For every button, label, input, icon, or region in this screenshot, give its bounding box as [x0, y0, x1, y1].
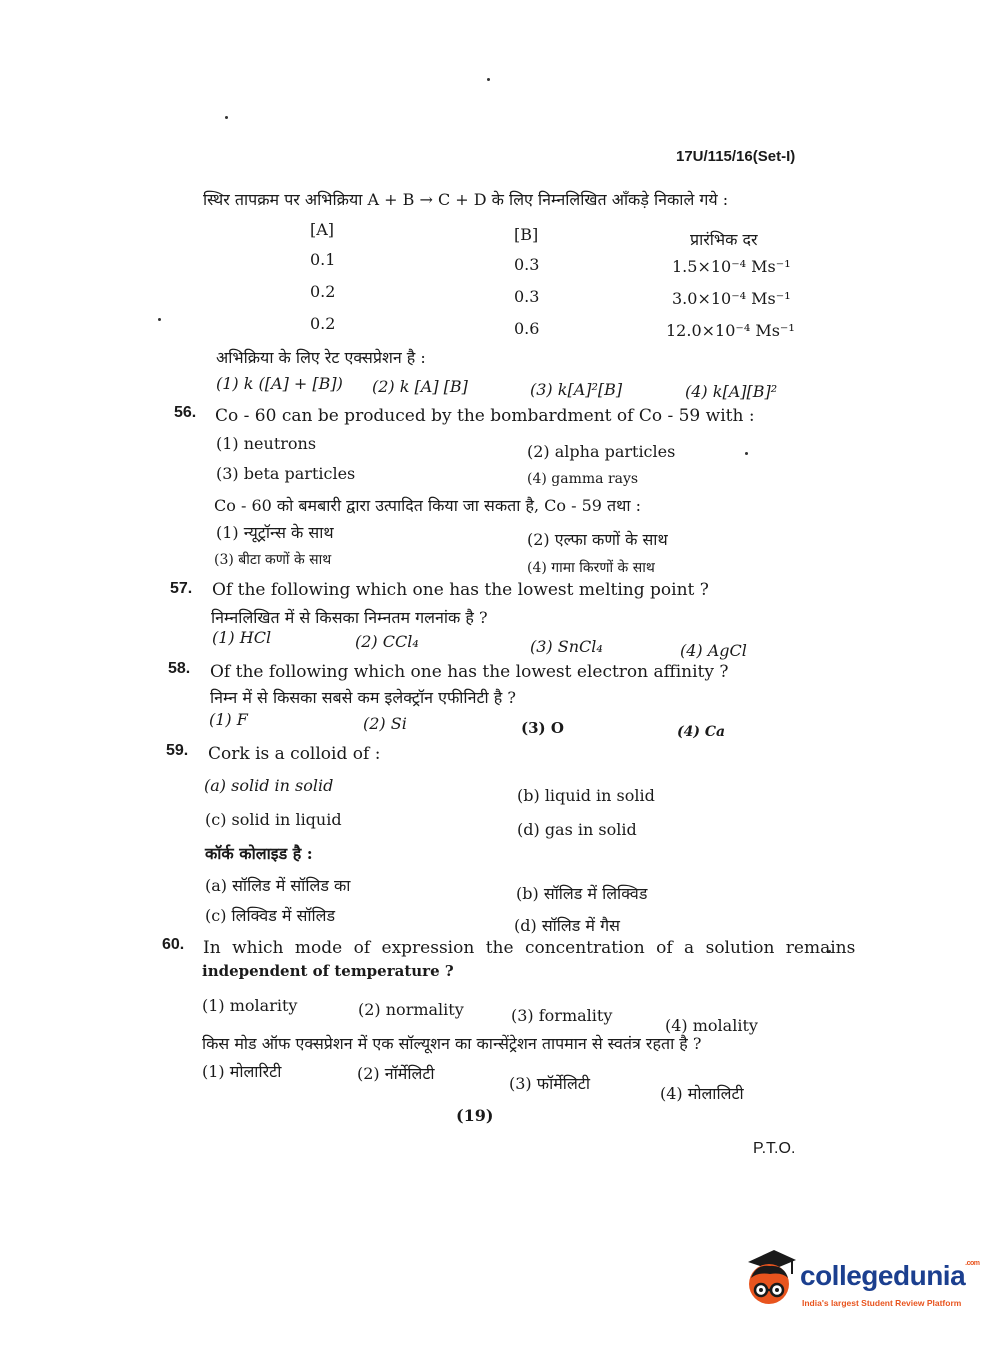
q59-number: 59. — [166, 742, 189, 759]
table-cell: 3.0×10⁻⁴ Ms⁻¹ — [672, 289, 791, 308]
q57-option-1: (1) HCl — [212, 628, 272, 647]
table-header-rate: प्रारंभिक दर — [690, 230, 758, 249]
page-number: (19) — [456, 1106, 494, 1125]
brand-tagline: India's largest Student Review Platform — [802, 1298, 962, 1308]
q56-option-2-hi: (2) एल्फा कणों के साथ — [527, 530, 668, 549]
brand-name — [800, 1260, 980, 1292]
paper-code: 17U/115/16(Set-I) — [676, 148, 796, 165]
q60-option-3-en: (3) formality — [511, 1006, 613, 1025]
table-cell: 0.1 — [310, 250, 336, 269]
q56-text-hindi: Co - 60 को बमबारी द्वारा उत्पादित किया जा सकता है, Co - 59 तथा : — [214, 496, 642, 515]
brand-text: collegedunia — [800, 1260, 966, 1291]
q58-option-2: (2) Si — [363, 714, 407, 733]
table-cell: 0.2 — [310, 314, 336, 333]
q59-option-c-en: (c) solid in liquid — [205, 810, 342, 829]
q55-intro: स्थिर तापक्रम पर अभिक्रिया A + B → C + D के लिए निम्नलिखित आँकड़े निकाले गये : — [203, 190, 729, 209]
q59-text-hindi: कॉर्क कोलाइड है : — [205, 844, 313, 863]
q58-option-4: (4) Ca — [677, 724, 726, 740]
q58-text-hindi: निम्न में से किसका सबसे कम इलेक्ट्रॉन एफीनिटी है ? — [210, 688, 516, 707]
scan-speck — [225, 116, 228, 119]
q60-option-3-hi: (3) फॉर्मेलिटी — [509, 1074, 590, 1093]
q56-number: 56. — [174, 404, 197, 421]
q55-text-hindi: अभिक्रिया के लिए रेट एक्सप्रेशन है : — [216, 348, 426, 367]
q60-option-2-en: (2) normality — [358, 1000, 464, 1019]
q56-option-1-en: (1) neutrons — [216, 434, 317, 453]
q58-option-3: (3) O — [521, 719, 564, 737]
pto-label: P.T.O. — [753, 1140, 796, 1157]
q56-text-english: Co - 60 can be produced by the bombardment of Co - 59 with : — [215, 406, 755, 426]
q56-option-4-en: (4) gamma rays — [527, 471, 639, 487]
table-header-b: [B] — [514, 225, 539, 244]
table-cell: 0.3 — [514, 255, 540, 274]
q57-option-4: (4) AgCl — [680, 641, 747, 660]
q57-option-2: (2) CCl₄ — [355, 632, 419, 651]
q60-text-hindi: किस मोड ऑफ एक्सप्रेशन में एक सॉल्यूशन का कान्सेंट्रेशन तापमान से स्वतंत्र रहता है ? — [202, 1034, 702, 1053]
q57-number: 57. — [170, 580, 193, 597]
q56-option-3-en: (3) beta particles — [216, 464, 356, 483]
scan-speck — [487, 78, 490, 81]
q60-text-english-line1: In which mode of expression the concentration of a solution remains — [203, 938, 856, 958]
q55-option-3: (3) k[A]²[B] — [530, 380, 623, 399]
table-cell: 12.0×10⁻⁴ Ms⁻¹ — [666, 321, 795, 340]
q60-option-1-hi: (1) मोलारिटी — [202, 1062, 282, 1081]
q57-text-hindi: निम्नलिखित में से किसका निम्नतम गलनांक है ? — [211, 608, 488, 627]
table-header-a: [A] — [310, 220, 335, 239]
q57-text-english: Of the following which one has the lowest melting point ? — [212, 580, 709, 600]
collegedunia-logo — [742, 1246, 980, 1312]
q60-option-2-hi: (2) नॉर्मेलिटी — [357, 1064, 435, 1083]
table-cell: 0.3 — [514, 287, 540, 306]
table-cell: 0.2 — [310, 282, 336, 301]
q55-option-2: (2) k [A] [B] — [372, 377, 468, 396]
q60-text-english-line2: independent of temperature ? — [202, 962, 454, 980]
scan-speck — [158, 318, 161, 321]
brand-tm: .com — [965, 1260, 980, 1267]
q60-option-4-en: (4) molality — [665, 1016, 758, 1035]
q59-option-c-hi: (c) लिक्विड में सॉलिड — [205, 906, 336, 925]
q58-number: 58. — [168, 660, 191, 677]
q59-option-d-hi: (d) सॉलिड में गैस — [514, 916, 620, 935]
scan-speck — [745, 452, 748, 455]
q55-option-4: (4) k[A][B]² — [685, 382, 778, 401]
q60-number: 60. — [162, 936, 185, 953]
q57-option-3: (3) SnCl₄ — [530, 637, 603, 656]
q55-option-1: (1) k ([A] + [B]) — [216, 374, 343, 393]
q58-text-english: Of the following which one has the lowest electron affinity ? — [210, 662, 729, 682]
q59-text-english: Cork is a colloid of : — [208, 744, 381, 764]
q56-option-2-en: (2) alpha particles — [527, 442, 676, 461]
q59-option-b-en: (b) liquid in solid — [517, 786, 655, 805]
q58-option-1: (1) F — [209, 710, 248, 729]
q59-option-b-hi: (b) सॉलिड में लिक्विड — [516, 884, 648, 903]
q59-option-a-en: (a) solid in solid — [204, 776, 334, 795]
q60-option-1-en: (1) molarity — [202, 996, 298, 1015]
q59-option-d-en: (d) gas in solid — [517, 820, 637, 839]
table-cell: 0.6 — [514, 319, 540, 338]
q60-option-4-hi: (4) मोलालिटी — [660, 1084, 744, 1103]
table-cell: 1.5×10⁻⁴ Ms⁻¹ — [672, 257, 791, 276]
q56-option-4-hi: (4) गामा किरणों के साथ — [527, 560, 655, 576]
mascot-icon — [742, 1248, 798, 1308]
q59-option-a-hi: (a) सॉलिड में सॉलिड का — [205, 876, 351, 895]
q56-option-3-hi: (3) बीटा कणों के साथ — [214, 552, 332, 568]
q56-option-1-hi: (1) न्यूट्रॉन्स के साथ — [216, 523, 334, 542]
